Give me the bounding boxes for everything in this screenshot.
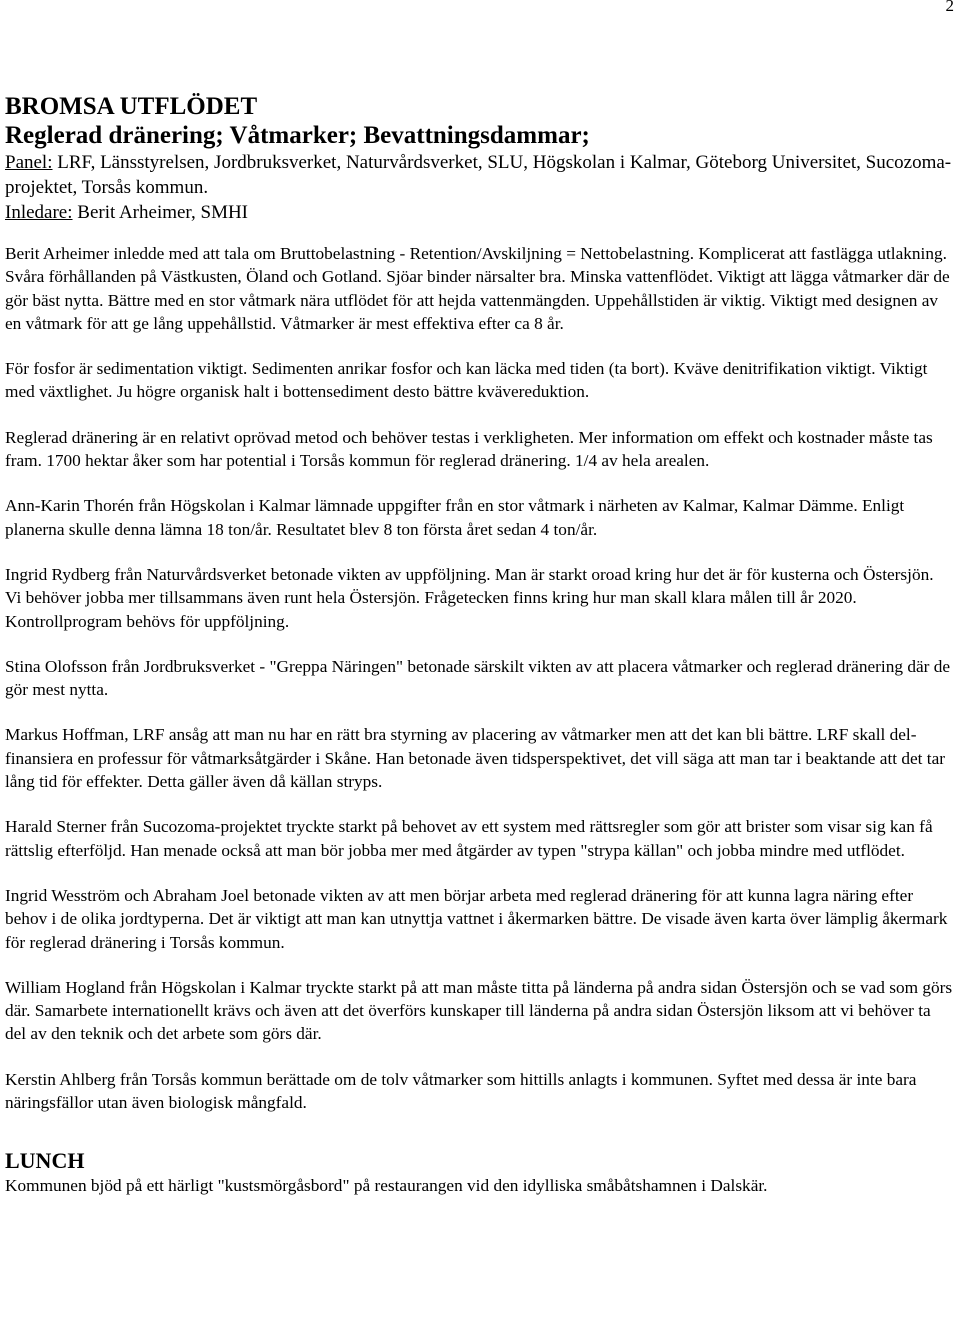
paragraph: Ingrid Wesström och Abraham Joel betonade vikten av att men börjar arbeta med reglerad dränering för att kunna lagra näring efter behov i de olika jordtyperna. Det är viktigt att man kan utnyttja vattnet i åkermarken bättre. De visade även karta över lämplig åkermark för reglerad dränering i Torsås kommun. bbox=[5, 885, 948, 952]
page-number: 2 bbox=[945, 0, 954, 15]
paragraph: William Hogland från Högskolan i Kalmar tryckte starkt på att man måste titta på länderna på andra sidan Östersjön och se vad som görs där. Samarbete internationellt krävs och även att det överförs kunskaper till länderna på andra sidan Östersjön liksom att vi behöver ta del av den teknik och det arbete som görs där. bbox=[5, 977, 953, 1044]
paragraph: För fosfor är sedimentation viktigt. Sedimenten anrikar fosfor och kan läcka med tiden (ta bort). Kväve denitrifikation viktigt. Viktigt med växtlighet. Ju högre organisk halt i bottensediment desto bättre kvävereduktion. bbox=[5, 359, 928, 402]
paragraph: Stina Olofsson från Jordbruksverket - "Greppa Näringen" betonade särskilt vikten av att placera våtmarker och reglerad dränering där de gör mest nytta. bbox=[5, 656, 951, 700]
panel-text: LRF, Länsstyrelsen, Jordbruksverket, Naturvårdsverket, SLU, Högskolan i Kalmar, Göteborg Universitet, Sucozoma-projektet, Torsås kommun. bbox=[5, 152, 952, 198]
moderator-text: Berit Arheimer, SMHI bbox=[72, 202, 249, 223]
paragraph: Kerstin Ahlberg från Torsås kommun berättade om de tolv våtmarker som hittills anlagts i kommunen. Syftet med dessa är inte bara näringsfällor utan även biologisk mångfald. bbox=[5, 1069, 917, 1113]
document-body bbox=[5, 92, 953, 1197]
panel-label: Panel: bbox=[5, 152, 53, 173]
moderator-line bbox=[5, 200, 953, 225]
paragraph: Markus Hoffman, LRF ansåg att man nu har en rätt bra styrning av placering av våtmarker men att det kan bli bättre. LRF skall del-finansiera en professur för våtmarksåtgärder i Skåne. Han betonade även tidsperspektivet, det vill säga att man tar i beaktande att det tar lång tid för effekter. Detta gäller även då källan stryps. bbox=[5, 725, 946, 792]
moderator-label: Inledare: bbox=[5, 202, 73, 223]
paragraph: Ingrid Rydberg från Naturvårdsverket betonade vikten av uppföljning. Man är starkt oroad kring hur det är för kusterna och Östersjön. Vi behöver jobba mer tillsammans även runt hela Östersjön. Frågetecken finns kring hur man skall klara målen till år 2020. Kontrollprogram behövs för uppföljning. bbox=[5, 564, 934, 631]
lunch-heading: LUNCH bbox=[5, 1148, 85, 1174]
panel-line bbox=[5, 150, 953, 200]
paragraph: Ann-Karin Thorén från Högskolan i Kalmar lämnade uppgifter från en stor våtmark i närheten av Kalmar, Kalmar Dämme. Enligt planerna skulle denna lämna 18 ton/år. Resultatet blev 8 ton första året sedan 4 ton/år. bbox=[5, 496, 905, 539]
lunch-text: Kommunen bjöd på ett härligt "kustsmörgåsbord" på restaurangen vid den idylliska småbåtshamnen i Dalskär. bbox=[5, 1176, 768, 1196]
document-title: BROMSA UTFLÖDET bbox=[5, 93, 258, 120]
document-subtitle: Reglerad dränering; Våtmarker; Bevattningsdammar; bbox=[5, 122, 590, 149]
paragraph: Berit Arheimer inledde med att tala om Bruttobelastning - Retention/Avskiljning = Nettobelastning. Komplicerat att fastlägga utlakning. Svåra förhållanden på Västkusten, Öland och Gotland. Sjöar binder närsalter bra. Minska vattenflödet. Viktigt att lägga våtmarker där de gör bäst nytta. Bättre med en stor våtmark nära utflödet för att hejda vattenmängden. Uppehållstiden är viktig. Viktigt med designen av en våtmark för att ge lång uppehållstid. Våtmarker är mest effektiva efter ca 8 år. bbox=[5, 244, 950, 333]
paragraph: Reglerad dränering är en relativt oprövad metod och behöver testas i verkligheten. Mer information om effekt och kostnader måste tas fram. 1700 hektar åker som har potential i Torsås kommun för reglerad dränering. 1/4 av hela arealen. bbox=[5, 427, 933, 471]
paragraph: Harald Sterner från Sucozoma-projektet tryckte starkt på behovet av ett system med rättsregler som gör att brister som visar sig kan få rättslig efterföljd. Han menade också att man bör jobba mer med åtgärder av typen "strypa källan" och jobba mindre med utflödet. bbox=[5, 817, 933, 860]
